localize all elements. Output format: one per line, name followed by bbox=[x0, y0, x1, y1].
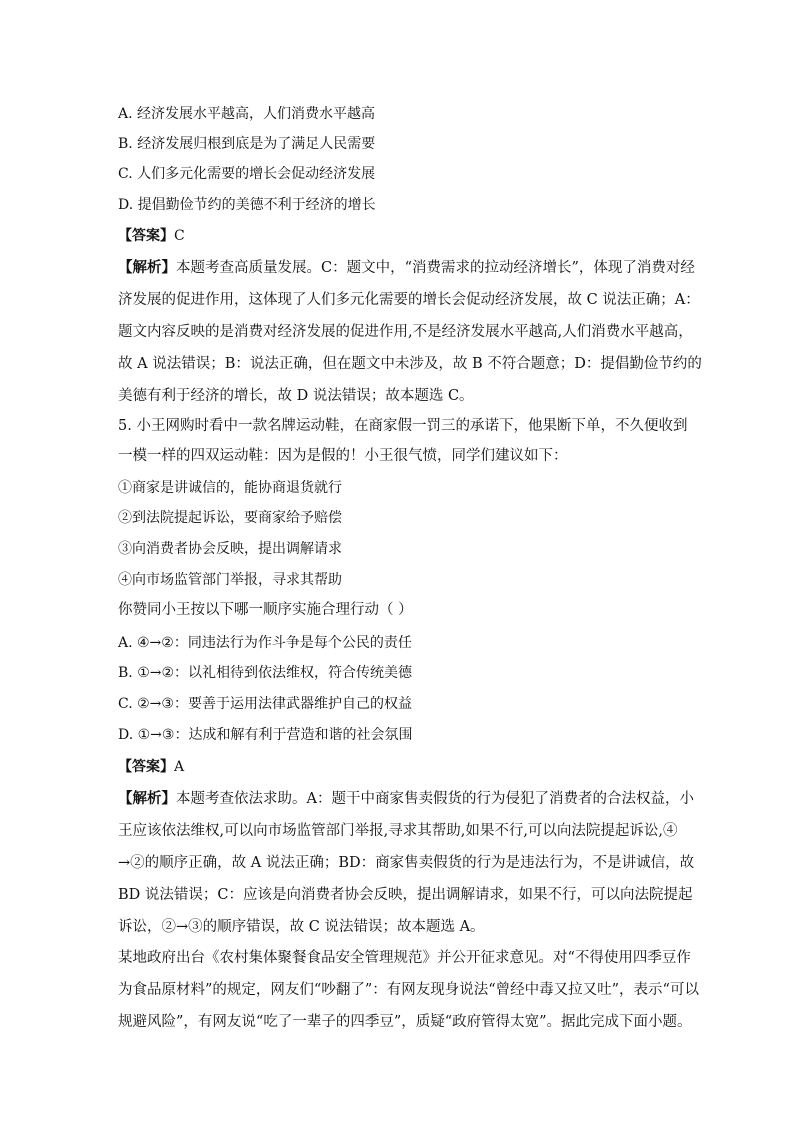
q4-analysis-line: 美德有利于经济的增长，故 D 说法错误；故本题选 C。 bbox=[118, 388, 474, 404]
analysis-label: 【解析】 bbox=[118, 259, 176, 276]
q4-analysis-line bbox=[118, 258, 695, 278]
q5-option-b: B. ①→②：以礼相待到依法维权，符合传统美德 bbox=[118, 665, 413, 681]
q4-analysis-line: 济发展的促进作用，这体现了人们多元化需要的增长会促动经济发展，故 C 说法正确；A： bbox=[118, 292, 700, 308]
q5-item: ②到法院提起诉讼，要商家给予赔偿 bbox=[118, 510, 342, 526]
q5-option-c: C. ②→③：要善于运用法律武器维护自己的权益 bbox=[118, 696, 412, 712]
q4-option-a: A. 经济发展水平越高，人们消费水平越高 bbox=[118, 106, 376, 122]
q5-option-a: A. ④→②：同违法行为作斗争是每个公民的责任 bbox=[118, 635, 412, 651]
q5-item: ①商家是讲诚信的，能协商退货就行 bbox=[118, 480, 342, 496]
q5-analysis-line bbox=[118, 789, 694, 809]
analysis-label: 【解析】 bbox=[118, 790, 176, 807]
q5-analysis-line: BD 说法错误；C：应该是向消费者协会反映，提出调解请求，如果不行，可以向法院提起 bbox=[118, 887, 693, 903]
q5-analysis-line: 诉讼，②→③的顺序错误，故 C 说法错误；故本题选 A。 bbox=[118, 919, 485, 935]
q4-option-c: C. 人们多元化需要的增长会促动经济发展 bbox=[118, 166, 376, 182]
q5-answer bbox=[118, 757, 678, 777]
q5-analysis-line: 王应该依法维权,可以向市场监管部门举报,寻求其帮助,如果不行,可以向法院提起诉讼,④ bbox=[118, 823, 678, 839]
q4-answer bbox=[118, 226, 678, 246]
answer-label: 【答案】 bbox=[118, 228, 174, 244]
answer-value: C bbox=[174, 228, 185, 244]
q5-question: 你赞同小王按以下哪一顺序实施合理行动（ ） bbox=[118, 602, 413, 618]
q5-option-d: D. ①→③：达成和解有利于营造和谐的社会氛围 bbox=[118, 727, 413, 743]
q4-analysis-line: 题文内容反映的是消费对经济发展的促进作用,不是经济发展水平越高,人们消费水平越高， bbox=[118, 324, 693, 340]
material-line: 规避风险”，有网友说“吃了一辈子的四季豆”，质疑“政府管得太宽”。据此完成下面小题。 bbox=[118, 1014, 692, 1030]
analysis-text: 本题考查依法求助。A：题干中商家售卖假货的行为侵犯了消费者的合法权益，小 bbox=[176, 791, 694, 807]
q5-item: ④向市场监管部门举报，寻求其帮助 bbox=[118, 572, 342, 588]
q5-stem-line: 5. 小王网购时看中一款名牌运动鞋，在商家假一罚三的承诺下，他果断下单，不久便收到 bbox=[118, 418, 688, 434]
material-line: 某地政府出台《农村集体聚餐食品安全管理规范》并公开征求意见。对“不得使用四季豆作 bbox=[118, 950, 691, 966]
analysis-text: 本题考查高质量发展。C：题文中，“消费需求的拉动经济增长”，体现了消费对经 bbox=[176, 260, 695, 276]
answer-label: 【答案】 bbox=[118, 759, 174, 775]
q5-analysis-line: →②的顺序正确，故 A 说法正确；BD：商家售卖假货的行为是违法行为，不是讲诚信，故 bbox=[118, 855, 695, 871]
q4-analysis-line: 故 A 说法错误；B：说法正确，但在题文中未涉及，故 B 不符合题意；D：提倡勤俭节约的 bbox=[118, 356, 702, 372]
q5-item: ③向消费者协会反映，提出调解请求 bbox=[118, 541, 342, 557]
q4-option-b: B. 经济发展归根到底是为了满足人民需要 bbox=[118, 136, 376, 152]
answer-value: A bbox=[174, 759, 185, 775]
q4-option-d: D. 提倡勤俭节约的美德不利于经济的增长 bbox=[118, 197, 376, 213]
material-line: 为食品原材料”的规定，网友们“吵翻了”：有网友现身说法“曾经中毒又拉又吐”，表示“可以 bbox=[118, 982, 699, 998]
q5-stem-line: 一模一样的四双运动鞋：因为是假的！小王很气愤，同学们建议如下： bbox=[118, 448, 568, 464]
